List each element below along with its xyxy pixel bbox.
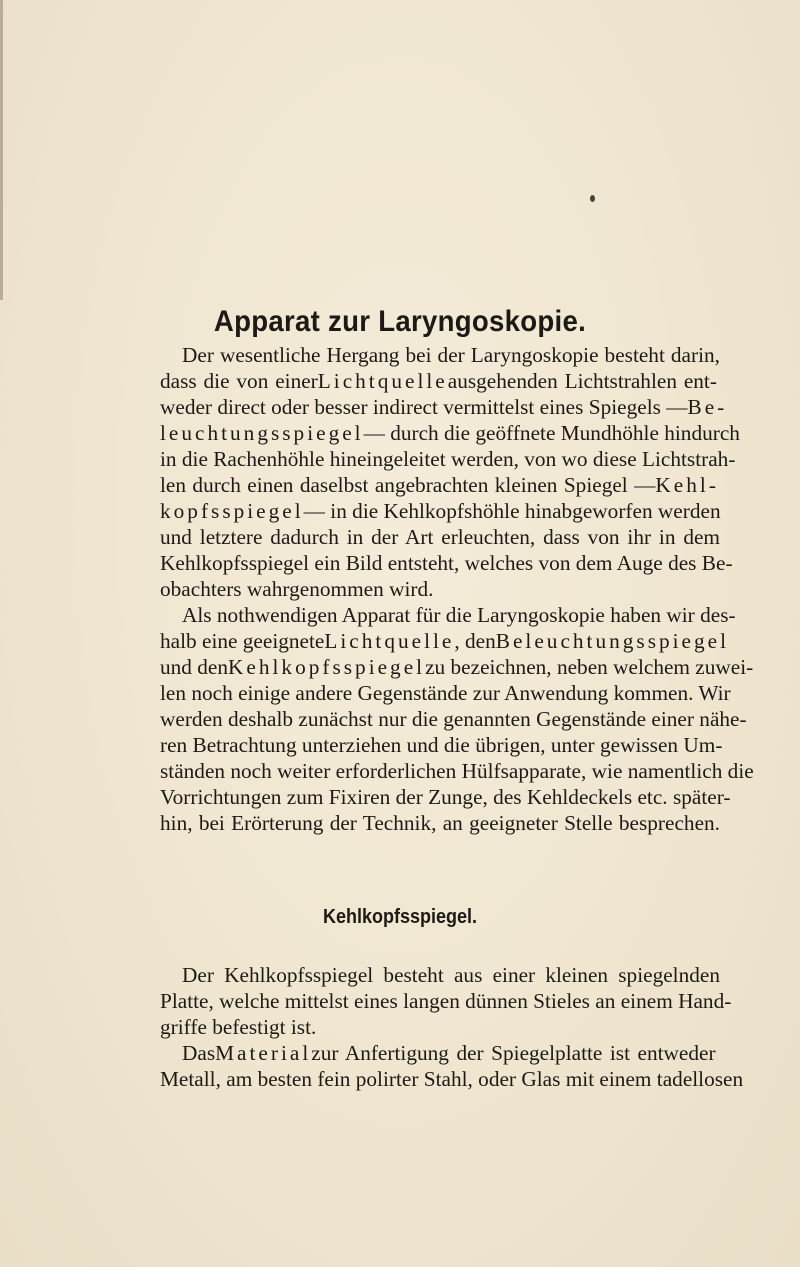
text-line: dass die von einerLichtquelleausgehenden Lichtstrahlen ent- — [160, 369, 717, 393]
emphasis-beleuchtungsspiegel: leuchtungsspiegel — [160, 421, 364, 445]
emphasis-kehlkopfsspiegel: Kehlkopfsspiegel — [228, 655, 426, 679]
emphasis-lichtquelle: Lichtquelle — [317, 369, 448, 393]
text-line: kopfsspiegel— in die Kehlkopfshöhle hinabgeworfen werden — [160, 499, 721, 523]
text-line: Der wesentliche Hergang bei der Laryngoskopie besteht darin, — [182, 343, 720, 367]
emphasis-beleuchtungsspiegel: Beleuchtungsspiegel — [495, 629, 730, 653]
text-line: hin, bei Erörterung der Technik, an geeigneter Stelle besprechen. — [160, 811, 720, 835]
text-line: Kehlkopfsspiegel ein Bild entsteht, welches von dem Auge des Be- — [160, 551, 733, 575]
text-line: ren Betrachtung unterziehen und die übrigen, unter gewissen Um- — [160, 733, 723, 757]
ink-speck — [590, 195, 595, 202]
text-line: griffe befestigt ist. — [160, 1015, 317, 1039]
emphasis-material: Material — [215, 1041, 312, 1065]
text-line: in die Rachenhöhle hineingeleitet werden, von wo diese Lichtstrah- — [160, 447, 736, 471]
text-line: leuchtungsspiegel— durch die geöffnete Mundhöhle hindurch — [160, 421, 740, 445]
text-line: Als nothwendigen Apparat für die Laryngoskopie haben wir des- — [182, 603, 736, 627]
page-edge-shadow — [0, 0, 3, 300]
text-line: und letztere dadurch in der Art erleuchten, dass von ihr in dem — [160, 525, 720, 549]
text-line: Platte, welche mittelst eines langen dünnen Stieles an einem Hand- — [160, 989, 732, 1013]
text-line: Vorrichtungen zum Fixiren der Zunge, des Kehldeckels etc. später- — [160, 785, 731, 809]
text-line: weder direct oder besser indirect vermittelst eines Spiegels —Be- — [160, 395, 728, 419]
text-line: len noch einige andere Gegenstände zur Anwendung kommen. Wir — [160, 681, 731, 705]
text-line: halb eine geeigneteLichtquelle, denBeleuchtungsspiegel — [160, 629, 730, 653]
emphasis-kopfsspiegel: kopfsspiegel — [160, 499, 304, 523]
text-line: len durch einen daselbst angebrachten kleinen Spiegel —Kehl- — [160, 473, 719, 497]
text-line: ständen noch weiter erforderlichen Hülfsapparate, wie namentlich die — [160, 759, 754, 783]
text-line: DasMaterialzur Anfertigung der Spiegelplatte ist entweder — [182, 1041, 716, 1065]
emphasis-kehl: Kehl- — [655, 473, 719, 497]
page-title: Apparat zur Laryngoskopie. — [213, 305, 587, 338]
text-line: Der Kehlkopfsspiegel besteht aus einer kleinen spiegelnden — [182, 963, 720, 987]
section-heading: Kehlkopfsspiegel. — [322, 906, 478, 928]
emphasis-lichtquelle: Lichtquelle — [324, 629, 455, 653]
emphasis-be: Be- — [687, 395, 728, 419]
section-2-text — [160, 962, 744, 1092]
text-line: obachters wahrgenommen wird. — [160, 577, 434, 601]
text-line: und denKehlkopfsspiegelzu bezeichnen, neben welchem zuwei- — [160, 655, 754, 679]
section-1-text — [160, 342, 754, 836]
text-line: Metall, am besten fein polirter Stahl, oder Glas mit einem tadellosen — [160, 1067, 744, 1091]
text-line: werden deshalb zunächst nur die genannten Gegenstände einer nähe- — [160, 707, 747, 731]
